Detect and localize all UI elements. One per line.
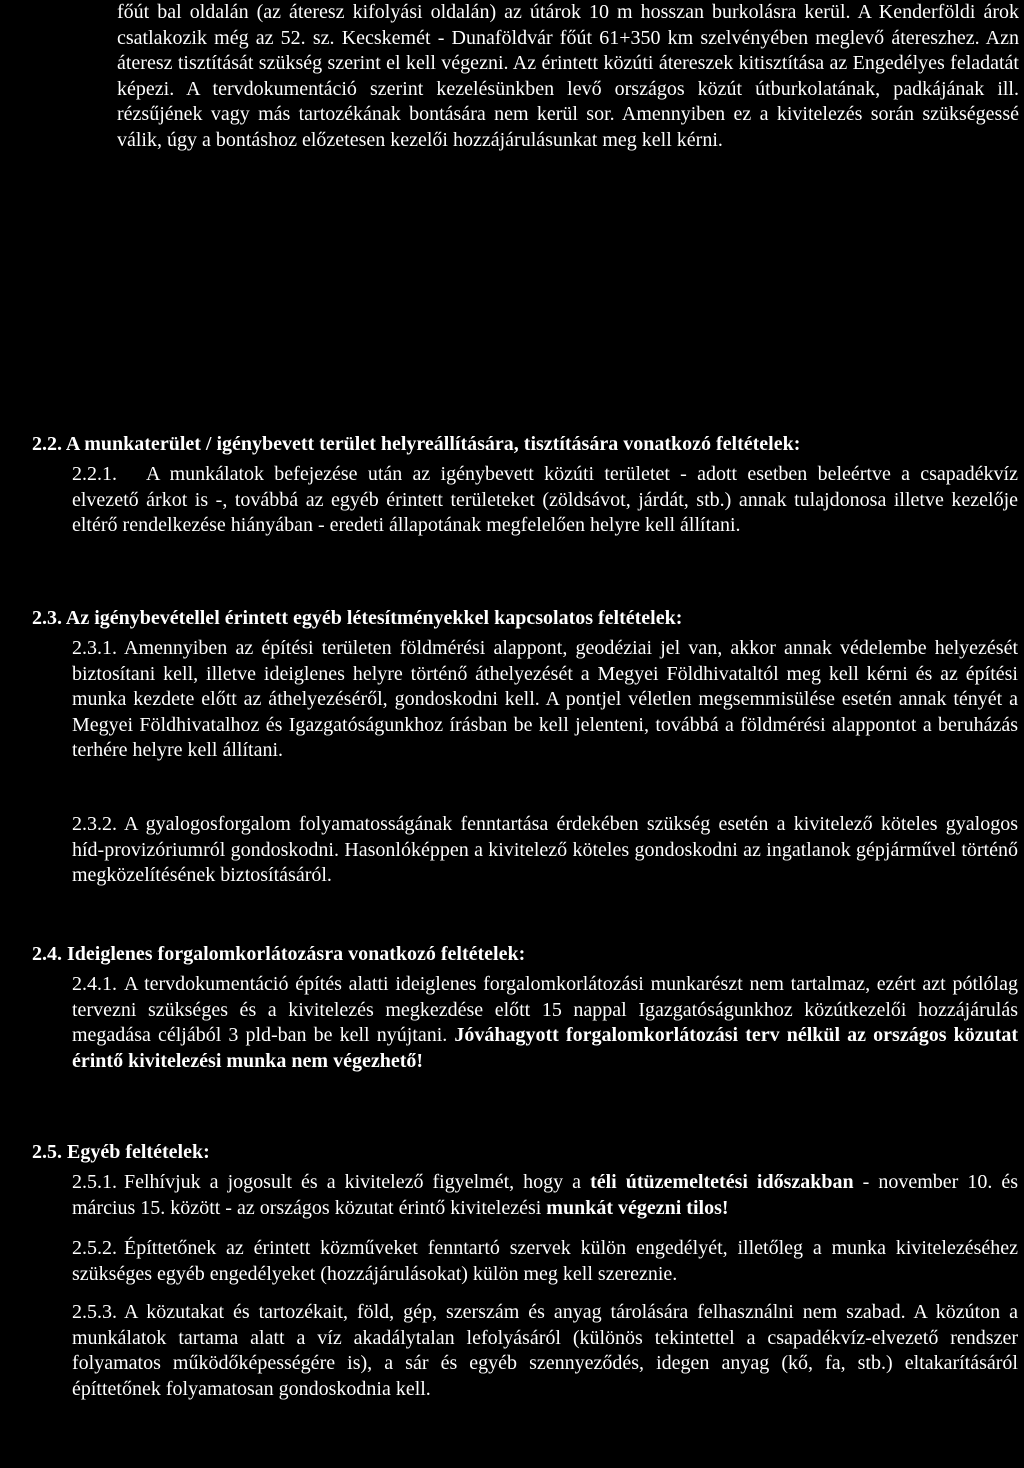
clause-number: 2.5.2. bbox=[72, 1237, 117, 1259]
clause-bold-a: téli útüzemeltetési időszakban bbox=[590, 1171, 854, 1193]
clause-text-bold: Jóváhagyott forgalomkorlátozási terv nélkül az országos közutat érintő kivitelezési munka nem végezhető! bbox=[72, 1024, 1019, 1072]
section-title: Az igénybevétellel érintett egyéb létesítményekkel kapcsolatos feltételek: bbox=[65, 607, 683, 629]
section-heading-2-4 bbox=[32, 942, 525, 966]
clause-text: Építtetőnek az érintett közműveket fenntartó szervek külön engedélyét, illetőleg a munka kivitelezéséhez szükséges egyéb engedélyeket (hozzájárulásokat) külön meg kell szereznie. bbox=[72, 1237, 1018, 1285]
section-number: 2.3. bbox=[32, 607, 62, 629]
clause-text-regular: A tervdokumentáció építés alatti ideiglenes forgalomkorlátozási munkarészt nem tartalmaz, ezért azt pótlólag tervezni szükséges és a kivitelezés megkezdése előtt 15 nappal Igazgatóságunkhoz közútkezelői hozzájárulás megadása céljából 3 pld-ban be kell nyújtani. bbox=[72, 973, 1018, 1047]
clause-bold-b: munkát végezni tilos! bbox=[546, 1196, 729, 1219]
clause-number: 2.2.1. bbox=[72, 463, 117, 485]
clause-number: 2.5.3. bbox=[72, 1301, 117, 1323]
intro-paragraph: főút bal oldalán (az áteresz kifolyási oldalán) az útárok 10 m hosszan burkolásra kerül. A Kenderföldi árok csatlakozik még az 52. sz. Kecskemét - Dunaföldvár főút 61+350 km szelvényében meglevő átereszhez. Azn áteresz tisztítását szükség szerint el kell végezni. Az érintett közúti átereszek kitisztítása az Engedélyes feladatát képezi. A tervdokumentáció szerint kezelésünkben levő országos közút útburkolatának, padkájának ill. rézsűjének vagy más tartozékának bontására nem kerül sor. Amennyiben ez a kivitelezés során szükségessé válik, úgy a bontáshoz előzetesen kezelői hozzájárulásunkat meg kell kérni. bbox=[117, 1, 1019, 151]
clause-text bbox=[72, 972, 1018, 1074]
section-heading-2-2 bbox=[32, 432, 800, 456]
clause-number: 2.3.1. bbox=[72, 637, 117, 659]
section-title: A munkaterület / igénybevett terület helyreállítására, tisztítására vonatkozó feltételek: bbox=[65, 433, 801, 455]
clause-number: 2.4.1. bbox=[72, 973, 117, 995]
clause-text-a: Felhívjuk a jogosult és a kivitelező figyelmét, hogy a bbox=[124, 1171, 582, 1193]
clause-text bbox=[72, 1170, 1018, 1221]
section-number: 2.4. bbox=[32, 943, 62, 965]
section-number: 2.5. bbox=[32, 1141, 62, 1163]
section-title: Egyéb feltételek: bbox=[67, 1141, 210, 1163]
clause-text-b: - november 10. és március 15. között - az országos közutat érintő kivitelezési bbox=[72, 1171, 1019, 1219]
clause-text: A munkálatok befejezése után az igénybevett közúti területet - adott esetben beleértve a csapadékvíz elvezető árkot is -, továbbá az egyéb érintett területeket (zöldsávot, járdát, stb.) annak tulajdonosa illetve kezelője eltérő rendelkezése hiányában - eredeti állapotának megfelelően helyre kell állítani. bbox=[72, 463, 1018, 537]
section-title: Ideiglenes forgalomkorlátozásra vonatkozó feltételek: bbox=[67, 943, 526, 965]
section-number: 2.2. bbox=[32, 433, 62, 455]
section-heading-2-5 bbox=[32, 1140, 210, 1164]
clause-text: A gyalogosforgalom folyamatosságának fenntartása érdekében szükség esetén a kivitelező köteles gyalogos híd-provizóriumról gondoskodni. Hasonlóképpen a kivitelező köteles gondoskodni az ingatlanok gépjárművel történő megközelítésének biztosításáról. bbox=[72, 813, 1018, 887]
section-2-3-heading-shown bbox=[32, 606, 682, 630]
clause-number: 2.5.1. bbox=[72, 1171, 117, 1193]
clause-text: A közutakat és tartozékait, föld, gép, szerszám és anyag tárolására felhasználni nem szabad. A közúton a munkálatok tartama alatt a víz akadálytalan lefolyásáról (különös tekintettel a csapadékvíz-elvezető rendszer folyamatos működőképességére is), a sár és egyéb szennyeződés, idegen anyag (kő, fa, stb.) eltakarításáról építtetőnek folyamatosan gondoskodnia kell. bbox=[72, 1301, 1018, 1400]
clause-number: 2.3.2. bbox=[72, 813, 117, 835]
clause-text: Amennyiben az építési területen földmérési alappont, geodéziai jel van, akkor annak védelembe helyezését biztosítani kell, illetve ideiglenes helyre történő áthelyezését a Megyei Földhivataltól meg kell kérni és az építési munka kezdete előtt az áthelyezéséről, gondoskodni kell. A pontjel véletlen megsemmisülése esetén annak tényét a Megyei Földhivatalhoz és Igazgatóságunkhoz írásban be kell jelenteni, továbbá a földmérési alappontot a beruházás terhére helyre kell állítani. bbox=[72, 637, 1018, 762]
